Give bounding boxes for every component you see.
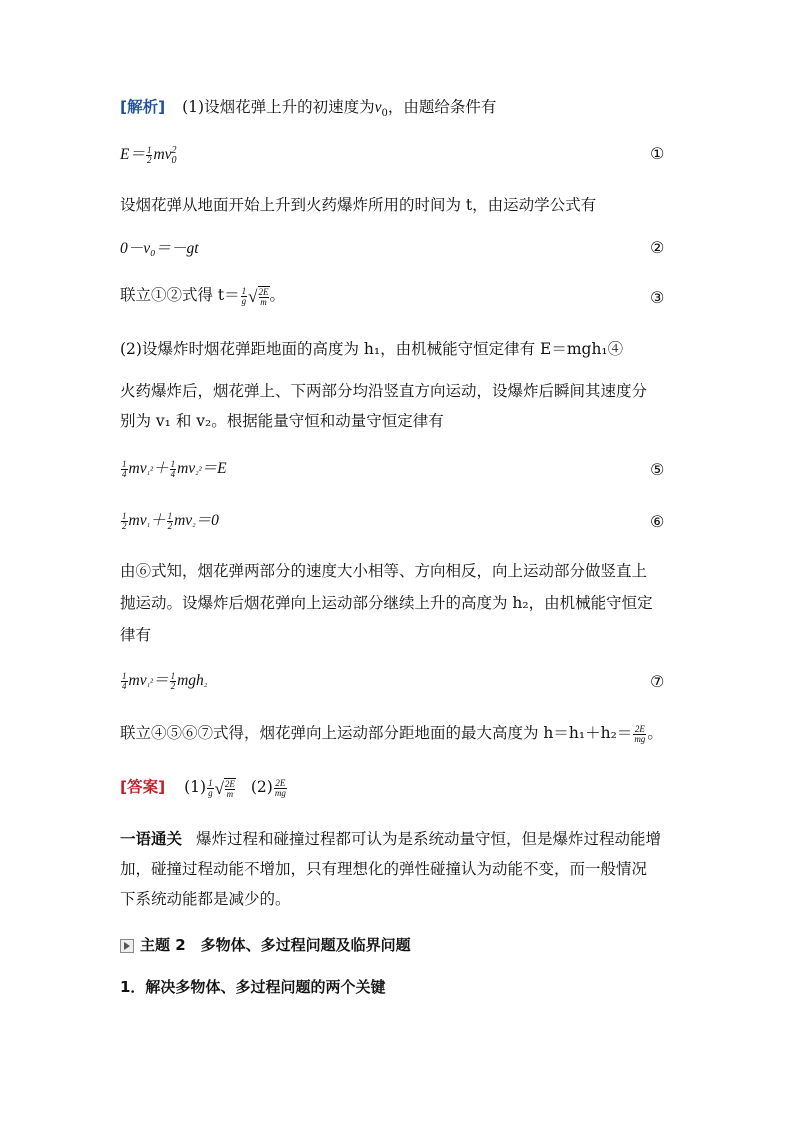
equation-6-number: ⑥ bbox=[650, 512, 665, 531]
equation-3-text: 联立①②式得 t＝ bbox=[120, 286, 240, 304]
analysis-p6-text: 联立④⑤⑥⑦式得，烟花弹向上运动部分距地面的最大高度为 h＝h₁＋h₂＝ bbox=[120, 724, 633, 742]
frac-2E-over-mg: $\frac{2E}{mg}$ bbox=[634, 723, 646, 744]
answer-part-2: (2) bbox=[250, 778, 273, 796]
analysis-p5-line-3: 律有 bbox=[120, 626, 152, 644]
section-item-1: 1．解决多物体、多过程问题的两个关键 bbox=[120, 978, 386, 996]
answer-part-1: (1) bbox=[184, 778, 207, 796]
analysis-p4-line-2: 别为 v₁ 和 v₂。根据能量守恒和动量守恒定律有 bbox=[120, 412, 444, 430]
note-tag: 一语通关 bbox=[120, 829, 183, 848]
answer-line: [答案] (1) $\frac{1}{g}$ √ $\frac{2E}{m}$ (2) $\frac{2E}{mg}$ bbox=[120, 777, 286, 799]
equation-5: $\frac{1}{4}$ mv₁²＋ $\frac{1}{4}$ mv₂²＝E bbox=[122, 458, 227, 479]
analysis-line-1 bbox=[120, 96, 496, 125]
analysis-p1-var: v bbox=[374, 99, 382, 116]
frac-one-over-g: $\frac{1}{g}$ bbox=[241, 285, 247, 306]
analysis-p4-line-1: 火药爆炸后，烟花弹上、下两部分均沿竖直方向运动，设爆炸后瞬间其速度分 bbox=[120, 382, 648, 400]
frac-half: $\frac{1}{2}$ bbox=[146, 144, 152, 165]
note-line-1 bbox=[120, 828, 661, 850]
analysis-p1-tail: ，由题给条件有 bbox=[387, 98, 497, 116]
equation-7: $\frac{1}{4}$ mv₁²＝ $\frac{1}{2}$ mgh₂ bbox=[122, 670, 208, 691]
analysis-p1-text: (1)设烟花弹上升的初速度为 bbox=[182, 98, 375, 116]
note-line-3: 下系统动能都是减少的。 bbox=[120, 890, 291, 908]
analysis-p6: 联立④⑤⑥⑦式得，烟花弹向上运动部分距地面的最大高度为 h＝h₁＋h₂＝ $\frac{2E}{mg}$ 。 bbox=[120, 723, 663, 744]
equation-6: $\frac{1}{2}$ mv₁＋ $\frac{1}{2}$ mv₂＝0 bbox=[122, 510, 219, 531]
play-arrow-icon bbox=[120, 939, 134, 953]
analysis-p2: 设烟花弹从地面开始上升到火药爆炸所用的时间为 t，由运动学公式有 bbox=[120, 196, 597, 214]
equation-5-number: ⑤ bbox=[650, 460, 665, 479]
section-title bbox=[120, 934, 411, 956]
analysis-tag: [解析] bbox=[120, 98, 166, 116]
analysis-p3: (2)设爆炸时烟花弹距地面的高度为 h₁，由机械能守恒定律有 E＝mgh₁④ bbox=[120, 340, 624, 358]
equation-3: 联立①②式得 t＝ $\frac{1}{g}$ √ $\frac{2E}{m}$ 。 bbox=[120, 285, 286, 307]
equation-1: E＝ $\frac{1}{2}$ $mv_0^2$ bbox=[120, 144, 177, 166]
equation-7-number: ⑦ bbox=[650, 672, 665, 691]
analysis-p5-line-1: 由⑥式知，烟花弹两部分的速度大小相等、方向相反，向上运动部分做竖直上 bbox=[120, 562, 648, 580]
analysis-p1-sub: 0 bbox=[381, 108, 388, 120]
analysis-p5-line-2: 抛运动。设爆炸后烟花弹向上运动部分继续上升的高度为 h₂，由机械能守恒定 bbox=[120, 594, 653, 612]
note-line-2: 加，碰撞过程动能不增加，只有理想化的弹性碰撞认为动能不变，而一般情况 bbox=[120, 860, 648, 878]
equation-3-number: ③ bbox=[650, 288, 665, 307]
answer-tag: [答案] bbox=[120, 778, 166, 796]
sqrt-2E-over-m: √ $\frac{2E}{m}$ bbox=[248, 286, 269, 307]
note-text-1: 爆炸过程和碰撞过程都可认为是系统动量守恒，但是爆炸过程动能增 bbox=[196, 830, 662, 848]
equation-1-number: ① bbox=[650, 144, 665, 163]
section-title-text: 主题 2 多物体、多过程问题及临界问题 bbox=[140, 936, 411, 954]
equation-2: 0－v₀＝－gt bbox=[120, 240, 199, 257]
equation-2-number: ② bbox=[650, 238, 665, 257]
